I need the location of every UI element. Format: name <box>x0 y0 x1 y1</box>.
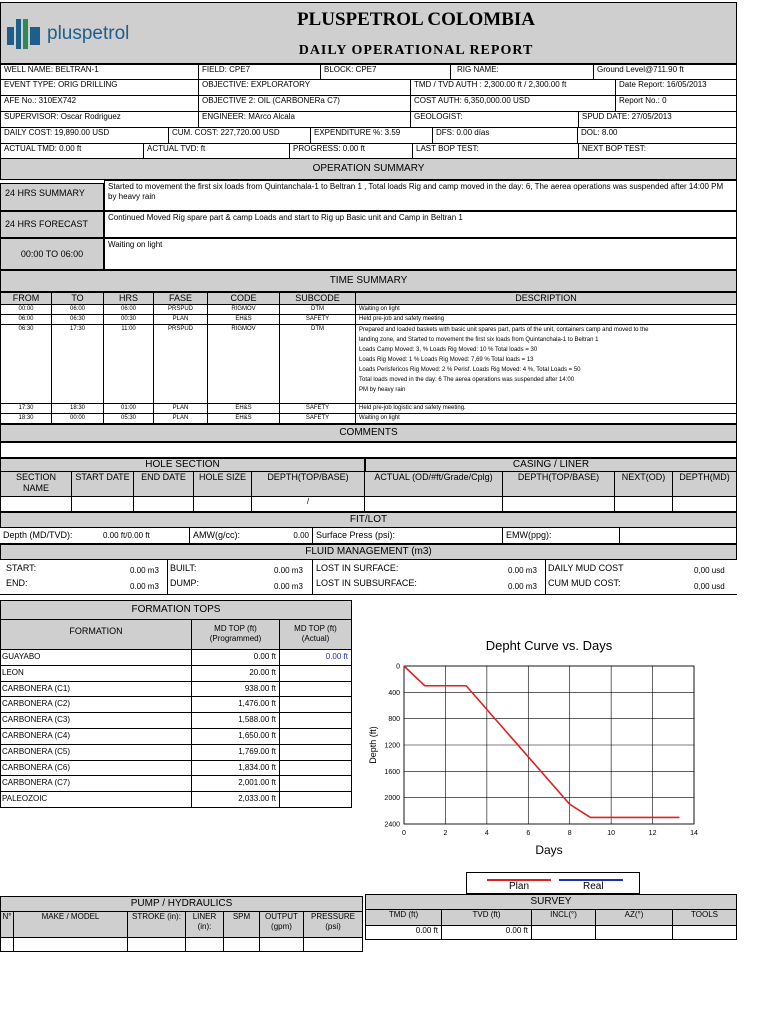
formation-tops-table <box>0 620 352 808</box>
hole-section-header: HOLE SECTION <box>0 458 365 472</box>
amw-label: AMW(g/cc): <box>190 528 285 544</box>
formation-name: CARBONERA (C5) <box>0 745 192 761</box>
report-title: DAILY OPERATIONAL REPORT <box>298 43 534 58</box>
x-tick-label: 10 <box>607 830 616 837</box>
col-description: DESCRIPTION <box>356 292 737 305</box>
y-tick-label: 400 <box>388 689 400 697</box>
x-axis-label: Days <box>535 843 563 857</box>
col-spm: SPM <box>224 912 260 938</box>
y-tick-label: 1200 <box>384 742 400 750</box>
amw-value: 0.00 <box>285 528 313 544</box>
row2-subcode: SAFETY <box>280 315 356 325</box>
daily-cost: DAILY COST: 19,890.00 USD <box>1 128 169 144</box>
chart-legend <box>466 872 640 894</box>
divider <box>545 560 546 594</box>
field: FIELD: CPE7 <box>199 65 321 80</box>
divider <box>0 594 737 595</box>
survey-tools-value <box>673 926 737 940</box>
pump-table <box>0 912 363 954</box>
well-info-grid <box>0 64 737 158</box>
row3-desc-line: Prepared and loaded baskets with basic unit spares part, parts of the unit, containers camp and moved to the <box>359 327 649 333</box>
summary-label-early: 00:00 TO 06:00 <box>0 238 104 270</box>
col-to: TO <box>52 292 104 305</box>
spud-date: SPUD DATE: 27/05/2013 <box>579 112 737 128</box>
progress: PROGRESS: 0.00 ft <box>290 144 413 159</box>
formation-md-actual <box>280 682 352 698</box>
hole-section-name <box>0 497 72 512</box>
pump-row-cell <box>260 938 304 952</box>
expenditure: EXPENDITURE %: 3.59 <box>311 128 433 144</box>
col-survey-tmd: TMD (ft) <box>365 910 442 926</box>
formation-md-actual <box>280 666 352 682</box>
col-hrs: HRS <box>104 292 154 305</box>
survey-incl-value <box>532 926 596 940</box>
casing-depth-md <box>673 497 737 512</box>
survey-tvd-value: 0.00 ft <box>442 926 532 940</box>
row3-description <box>356 325 737 404</box>
summary-label-forecast: 24 HRS FORECAST <box>0 211 104 238</box>
well-name: WELL NAME: BELTRAN-1 <box>1 65 199 80</box>
emw-label: EMW(ppg): <box>503 528 620 544</box>
formation-name: CARBONERA (C2) <box>0 697 192 713</box>
report-header <box>0 2 737 64</box>
col-code: CODE <box>208 292 280 305</box>
row3-code: RIGMOV <box>208 325 280 404</box>
col-from: FROM <box>0 292 52 305</box>
fit-depth-value: 0.00 ft/0.00 ft <box>100 528 190 544</box>
company-name: PLUSPETROL COLOMBIA <box>296 9 536 30</box>
col-output: OUTPUT (gpm) <box>260 912 304 938</box>
row5-fase: PLAN <box>154 414 208 424</box>
row1-to: 06:00 <box>52 305 104 315</box>
row5-subcode: SAFETY <box>280 414 356 424</box>
row1-code: RIGMOV <box>208 305 280 315</box>
row2-fase: PLAN <box>154 315 208 325</box>
fluid-management <box>0 560 737 600</box>
col-survey-az: AZ(°) <box>596 910 673 926</box>
col-depth-md: DEPTH(MD) <box>673 472 737 497</box>
geologist: GEOLOGIST: <box>411 112 579 128</box>
casing-depth <box>503 497 615 512</box>
survey-table <box>365 910 737 940</box>
col-make-model: MAKE / MODEL <box>14 912 128 938</box>
formation-md-programmed: 1,834.00 ft <box>192 761 280 777</box>
formation-name: CARBONERA (C3) <box>0 713 192 729</box>
cum-mud-value: 0,00 usd <box>694 582 725 591</box>
col-survey-tools: TOOLS <box>673 910 737 926</box>
row4-from: 17:30 <box>0 404 52 414</box>
block: BLOCK: CPE7 <box>321 65 451 80</box>
pump-row-cell <box>224 938 260 952</box>
row3-to: 17:30 <box>52 325 104 404</box>
formation-md-actual <box>280 792 352 808</box>
pump-hydraulics-header: PUMP / HYDRAULICS <box>0 896 363 912</box>
legend-real-label: Real <box>583 881 604 892</box>
formation-md-programmed: 1,476.00 ft <box>192 697 280 713</box>
fit-depth-label: Depth (MD/TVD): <box>0 528 100 544</box>
cost-auth: COST AUTH: 6,350,000.00 USD <box>411 96 616 112</box>
objective-2: OBJECTIVE 2: OIL (CARBONERa C7) <box>199 96 411 112</box>
casing-actual <box>365 497 503 512</box>
row3-desc-line: Loads Camp Moved: 3, % Loads Rig Moved: 10 % Total loads = 30 <box>359 347 538 353</box>
col-survey-incl: INCL(°) <box>532 910 596 926</box>
col-depth-top-base: DEPTH(TOP/BASE) <box>252 472 365 497</box>
lost-surface-value: 0.00 m3 <box>508 566 537 575</box>
row2-description: Held pre-job and safety meeting <box>356 315 737 325</box>
chart-title: Depht Curve vs. Days <box>485 638 613 653</box>
formation-md-actual <box>280 729 352 745</box>
pump-row-cell <box>304 938 363 952</box>
formation-md-actual <box>280 761 352 777</box>
row2-hrs: 00:30 <box>104 315 154 325</box>
formation-md-actual <box>280 745 352 761</box>
x-tick-label: 2 <box>443 830 448 837</box>
row1-subcode: DTM <box>280 305 356 315</box>
row5-code: EH&S <box>208 414 280 424</box>
legend-plan-label: Plan <box>509 881 530 892</box>
row2-code: EH&S <box>208 315 280 325</box>
report-number: Report No.: 0 <box>616 96 737 112</box>
col-end-date: END DATE <box>134 472 194 497</box>
hole-size <box>194 497 252 512</box>
y-axis-label: Depth (ft) <box>368 726 378 764</box>
formation-md-actual <box>280 697 352 713</box>
formation-md-programmed: 938.00 ft <box>192 682 280 698</box>
row5-to: 00:00 <box>52 414 104 424</box>
col-pressure: PRESSURE (psi) <box>304 912 363 938</box>
pluspetrol-logo-icon <box>7 17 47 51</box>
rig-name: RIG NAME: <box>451 65 594 80</box>
formation-tops-header: FORMATION TOPS <box>0 600 352 620</box>
formation-md-programmed: 1,769.00 ft <box>192 745 280 761</box>
row3-desc-line: Loads Perisfericos Rig Moved: 2 % Perisf. Loads Rig Moved: 4 %, Total Loads = 50 <box>359 367 581 373</box>
pump-row-cell <box>0 938 14 952</box>
next-bop-test: NEXT BOP TEST: <box>579 144 737 159</box>
supervisor: SUPERVISOR: Oscar Rodriguez <box>1 112 199 128</box>
x-tick-label: 4 <box>484 830 489 837</box>
casing-next-od <box>615 497 673 512</box>
formation-name: GUAYABO <box>0 650 192 666</box>
y-tick-label: 2400 <box>384 821 400 829</box>
col-stroke: STROKE (in): <box>128 912 186 938</box>
row5-description: Waiting on light <box>356 414 737 424</box>
emw-value <box>620 528 737 544</box>
hole-section-table <box>0 472 737 512</box>
daily-mud-label: DAILY MUD COST <box>548 563 624 573</box>
built-value: 0.00 m3 <box>274 566 303 575</box>
comments-body[interactable] <box>0 442 737 458</box>
dol: DOL: 8.00 <box>578 128 737 144</box>
row3-subcode: DTM <box>280 325 356 404</box>
dump-value: 0.00 m3 <box>274 582 303 591</box>
fluid-end-label: END: <box>6 578 28 588</box>
row4-description: Held pre-job logistic and safety meeting. <box>356 404 737 414</box>
pump-row-cell <box>128 938 186 952</box>
col-casing-depth: DEPTH(TOP/BASE) <box>503 472 615 497</box>
row4-fase: PLAN <box>154 404 208 414</box>
depth-chart-svg <box>362 630 738 862</box>
formation-name: CARBONERA (C1) <box>0 682 192 698</box>
col-start-date: START DATE <box>72 472 134 497</box>
x-tick-label: 12 <box>648 830 657 837</box>
formation-md-programmed: 20.00 ft <box>192 666 280 682</box>
row2-to: 06:30 <box>52 315 104 325</box>
row1-from: 00:00 <box>0 305 52 315</box>
row5-from: 18:30 <box>0 414 52 424</box>
col-next-od: NEXT(OD) <box>615 472 673 497</box>
time-summary-table <box>0 292 737 424</box>
lost-surface-label: LOST IN SURFACE: <box>316 563 399 573</box>
fluid-start-label: START: <box>6 563 37 573</box>
summary-label-24h: 24 HRS SUMMARY <box>0 183 104 211</box>
y-tick-label: 2000 <box>384 795 400 803</box>
row4-code: EH&S <box>208 404 280 414</box>
row1-hrs: 06:00 <box>104 305 154 315</box>
dfs: DFS: 0.00 días <box>433 128 578 144</box>
survey-tmd-value: 0.00 ft <box>365 926 442 940</box>
fluid-start-value: 0.00 m3 <box>130 566 159 575</box>
row3-fase: PRSPUD <box>154 325 208 404</box>
col-actual-casing: ACTUAL (OD/#ft/Grade/Cplg) <box>365 472 503 497</box>
event-type: EVENT TYPE: ORIG DRILLING <box>1 80 199 96</box>
afe-number: AFE No.: 310EX742 <box>1 96 199 112</box>
col-survey-tvd: TVD (ft) <box>442 910 532 926</box>
row5-hrs: 05:30 <box>104 414 154 424</box>
col-hole-size: HOLE SIZE <box>194 472 252 497</box>
formation-name: CARBONERA (C7) <box>0 776 192 792</box>
row3-desc-line: Total loads moved in the day: 6 The aerea operations was suspended after 14:00 <box>359 377 575 383</box>
row3-desc-line: PM by heavy rain <box>359 387 406 393</box>
row1-description: Waiting on light <box>356 305 737 315</box>
fluid-end-value: 0.00 m3 <box>130 582 159 591</box>
row4-hrs: 01:00 <box>104 404 154 414</box>
col-md-top-actual: MD TOP (ft) (Actual) <box>280 620 352 650</box>
logo-text: pluspetrol <box>47 23 130 44</box>
engineer: ENGINEER: MArco Alcala <box>199 112 411 128</box>
date-report: Date Report: 16/05/2013 <box>616 80 737 96</box>
col-md-top-programmed: MD TOP (ft) (Programmed) <box>192 620 280 650</box>
dump-label: DUMP: <box>170 578 199 588</box>
actual-tvd: ACTUAL TVD: ft <box>144 144 290 159</box>
actual-tmd: ACTUAL TMD: 0.00 ft <box>1 144 144 159</box>
summary-text-early: Waiting on light <box>104 238 737 270</box>
formation-md-actual <box>280 776 352 792</box>
survey-az-value <box>596 926 673 940</box>
x-tick-label: 14 <box>690 830 698 837</box>
depth-curve-chart <box>362 630 738 862</box>
tmd-tvd-auth: TMD / TVD AUTH : 2,300.00 ft / 2,300.00 ft <box>411 80 616 96</box>
survey-header: SURVEY <box>365 894 737 910</box>
hole-depth: / <box>252 497 365 512</box>
comments-header: COMMENTS <box>0 424 737 442</box>
row3-hrs: 11:00 <box>104 325 154 404</box>
row3-desc-line: landing zone, and Started to movement the first six loads from Quintanchala-1 to Beltran 1 <box>359 337 599 343</box>
row4-to: 18:30 <box>52 404 104 414</box>
y-tick-label: 1600 <box>384 768 400 776</box>
pump-row-cell <box>14 938 128 952</box>
row3-desc-line: Loads Rig Moved: 1 % Loads Rig Moved: 7,69 % Total loads = 13 <box>359 357 534 363</box>
surface-press-label: Surface Press (psi): <box>313 528 503 544</box>
formation-name: CARBONERA (C4) <box>0 729 192 745</box>
row2-from: 06:00 <box>0 315 52 325</box>
formation-md-programmed: 1,588.00 ft <box>192 713 280 729</box>
col-section-name: SECTION NAME <box>0 472 72 497</box>
x-tick-label: 8 <box>567 830 572 837</box>
operation-summary-header: OPERATION SUMMARY <box>0 158 737 180</box>
col-subcode: SUBCODE <box>280 292 356 305</box>
row4-subcode: SAFETY <box>280 404 356 414</box>
objective: OBJECTIVE: EXPLORATORY <box>199 80 411 96</box>
col-formation: FORMATION <box>0 620 192 650</box>
summary-text-24h: Started to movement the first six loads from Quintanchala-1 to Beltran 1 , Total loads Rig and camp moved in the day: 6, The aerea operations was suspended after 14:00 PM by heavy rain <box>104 180 737 211</box>
formation-md-actual: 0.00 ft <box>280 650 352 666</box>
lost-subsurface-value: 0.00 m3 <box>508 582 537 591</box>
formation-name: LEON <box>0 666 192 682</box>
x-tick-label: 0 <box>402 830 406 837</box>
cum-cost: CUM. COST: 227,720.00 USD <box>169 128 311 144</box>
fit-lot-header: FIT/LOT <box>0 512 737 528</box>
y-tick-label: 800 <box>388 716 400 724</box>
col-fase: FASE <box>154 292 208 305</box>
col-pump-no: N° <box>0 912 14 938</box>
formation-name: PALEOZOIC <box>0 792 192 808</box>
formation-md-programmed: 2,033.00 ft <box>192 792 280 808</box>
x-tick-label: 6 <box>526 830 531 837</box>
lost-subsurface-label: LOST IN SUBSURFACE: <box>316 578 417 588</box>
daily-mud-value: 0,00 usd <box>694 566 725 575</box>
built-label: BUILT: <box>170 563 197 573</box>
row3-from: 06:30 <box>0 325 52 404</box>
y-tick-label: 0 <box>396 663 400 671</box>
col-liner: LINER (in): <box>186 912 224 938</box>
time-summary-header: TIME SUMMARY <box>0 270 737 292</box>
fluid-management-header: FLUID MANAGEMENT (m3) <box>0 544 737 560</box>
cum-mud-label: CUM MUD COST: <box>548 578 621 588</box>
ground-level: Ground Level@711.90 ft <box>594 65 737 80</box>
operation-summary <box>0 180 737 270</box>
summary-text-forecast: Continued Moved Rig spare part & camp Loads and start to Rig up Basic unit and Camp in Beltran 1 <box>104 211 737 238</box>
fit-lot-row <box>0 528 737 544</box>
formation-md-programmed: 1,650.00 ft <box>192 729 280 745</box>
company-logo <box>7 17 147 53</box>
pump-row-cell <box>186 938 224 952</box>
hole-start-date <box>72 497 134 512</box>
formation-md-programmed: 2,001.00 ft <box>192 776 280 792</box>
last-bop-test: LAST BOP TEST: <box>413 144 579 159</box>
hole-end-date <box>134 497 194 512</box>
formation-md-actual <box>280 713 352 729</box>
divider <box>312 560 313 594</box>
row1-fase: PRSPUD <box>154 305 208 315</box>
casing-liner-header: CASING / LINER <box>365 458 737 472</box>
divider <box>167 560 168 594</box>
formation-name: CARBONERA (C6) <box>0 761 192 777</box>
formation-md-programmed: 0.00 ft <box>192 650 280 666</box>
